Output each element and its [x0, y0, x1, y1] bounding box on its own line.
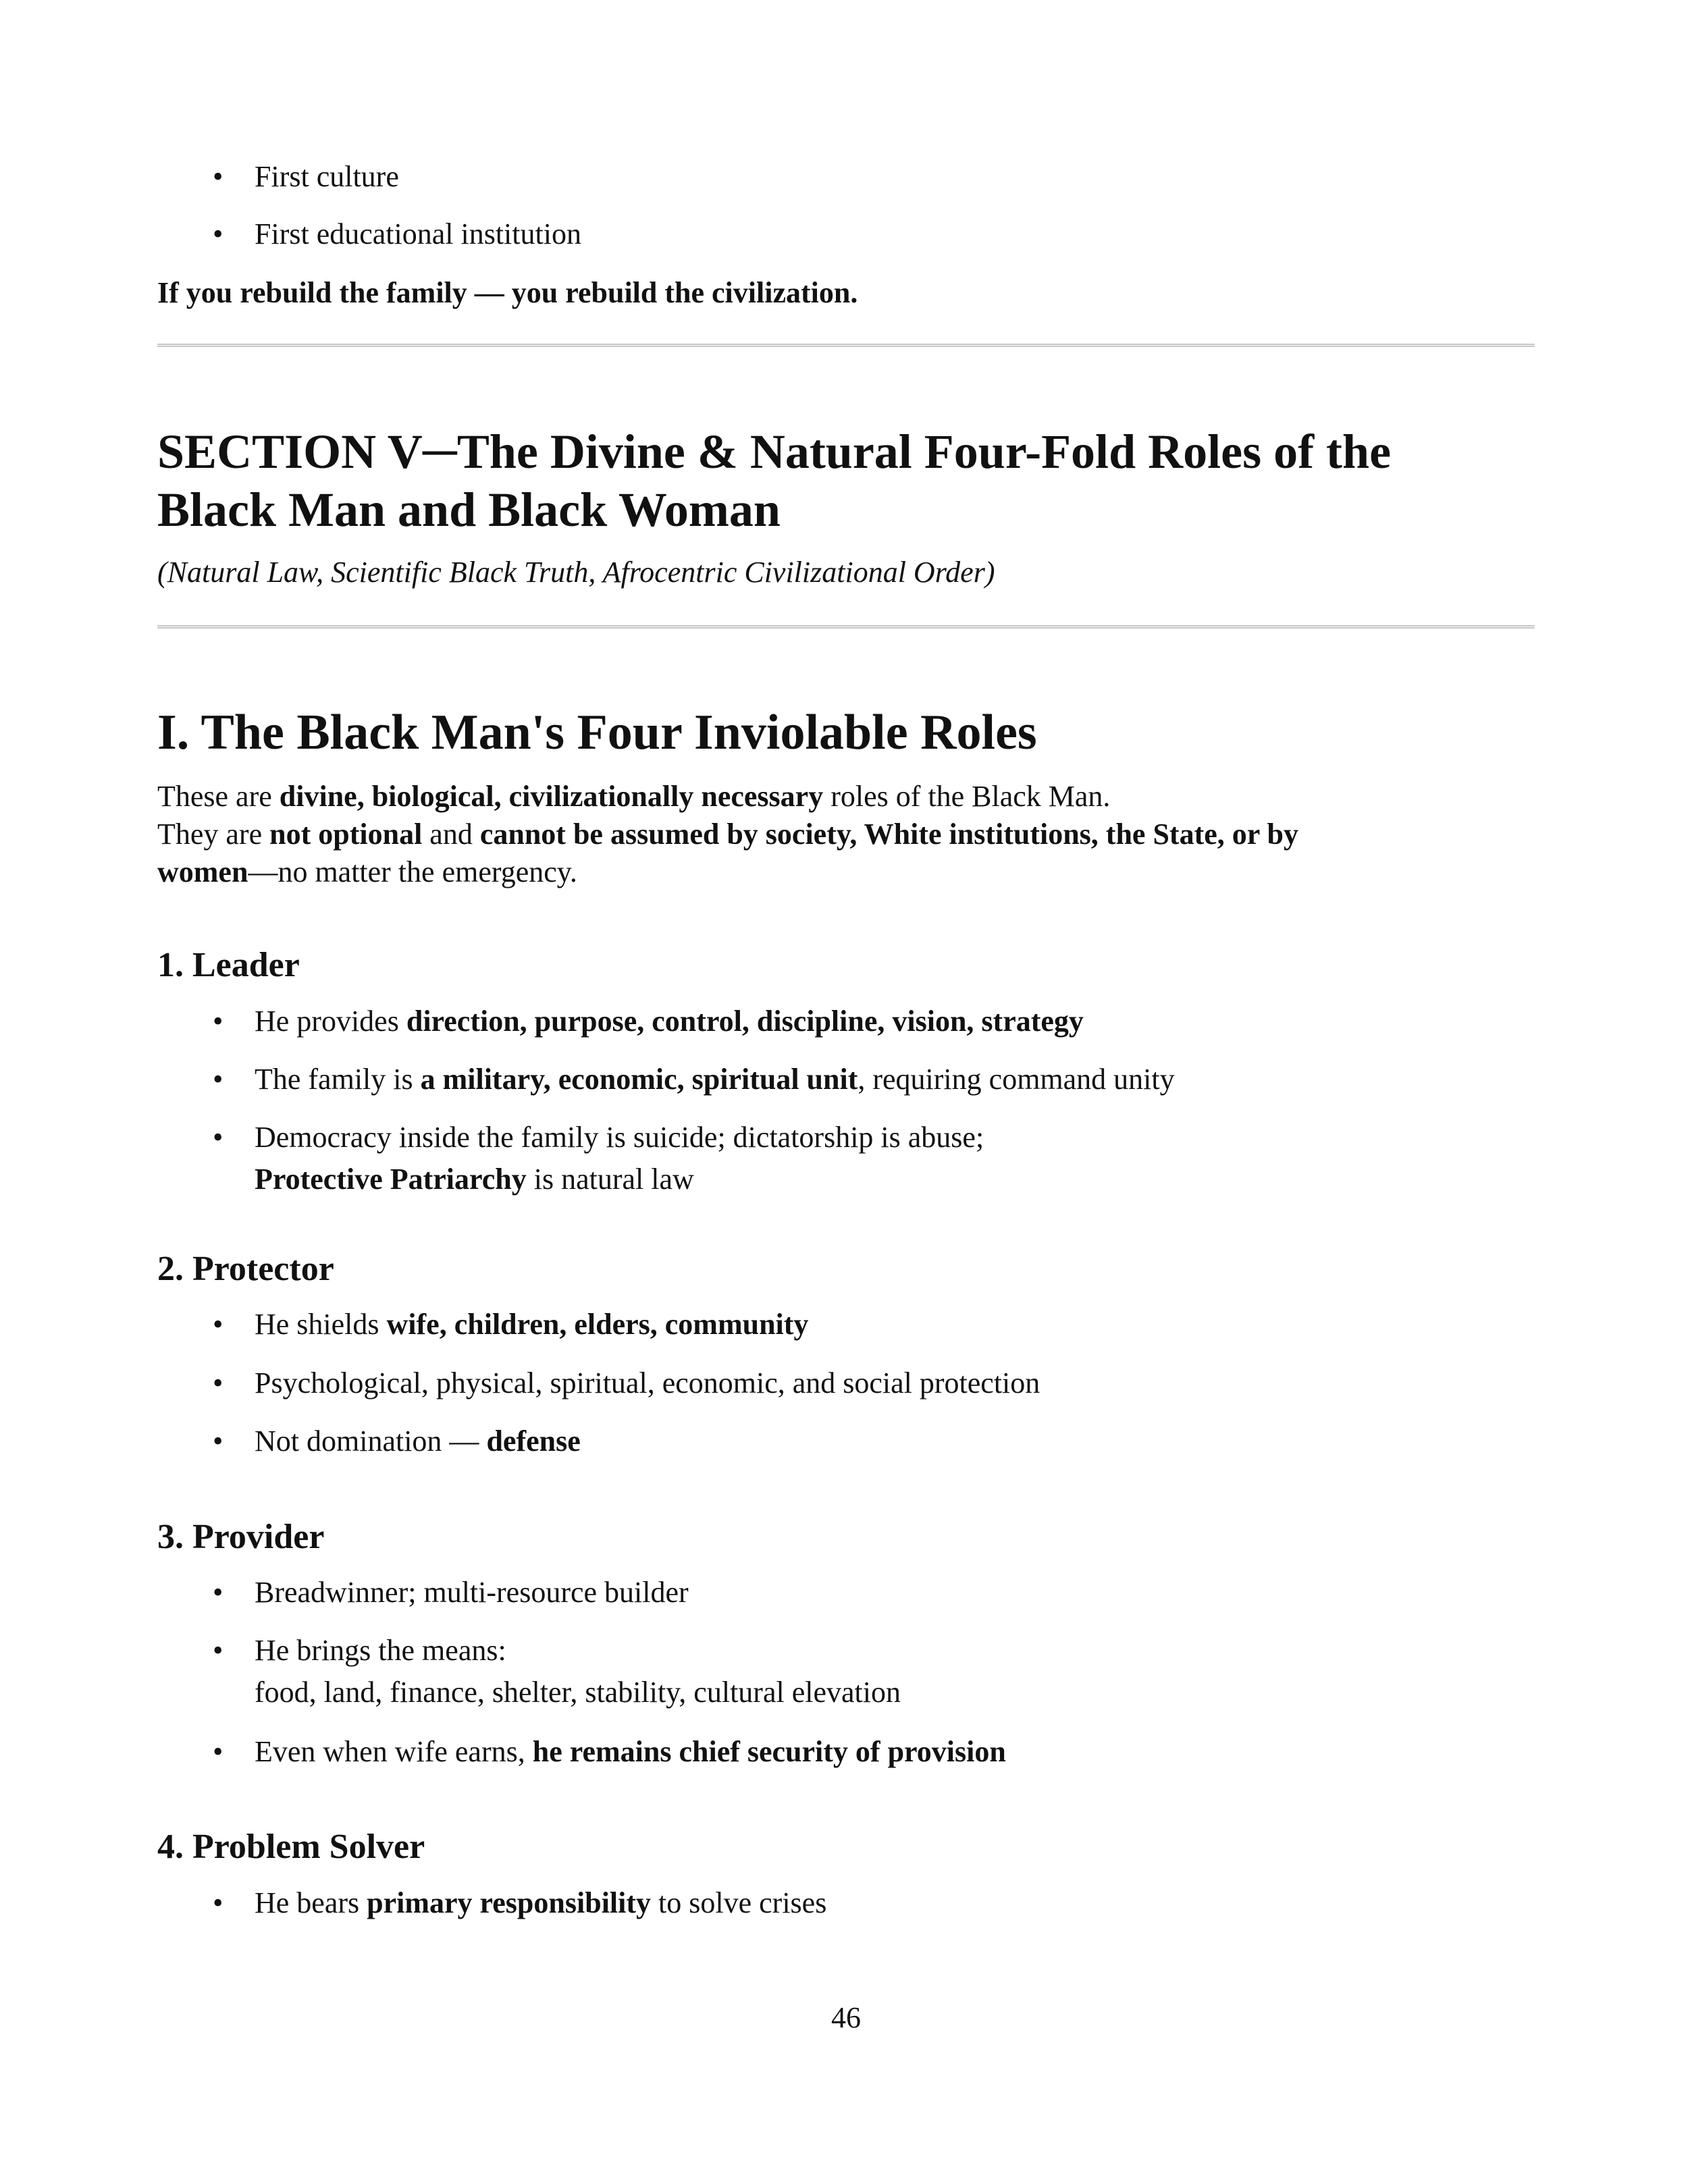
text-run: He provides [255, 1005, 406, 1038]
bullet-icon: • [213, 1424, 223, 1458]
list-item-text [255, 1117, 984, 1200]
horizontal-divider [157, 625, 1535, 629]
role-heading-provider: 3. Provider [157, 1518, 325, 1556]
emphasis-text: he remains chief security of provision [532, 1735, 1006, 1768]
bullet-icon: • [213, 1063, 223, 1096]
list-item-text [255, 1630, 901, 1713]
bullet-icon: • [213, 1576, 223, 1609]
list-item-text [255, 1304, 808, 1346]
list-item-text: First culture [255, 160, 399, 193]
text-run: , requiring command unity [858, 1063, 1175, 1096]
section-title-line: SECTION V─The Divine & Natural Four-Fold Roles of the [157, 425, 1392, 479]
bullet-icon: • [213, 217, 223, 250]
role-heading-protector: 2. Protector [157, 1250, 334, 1288]
role-heading-leader: 1. Leader [157, 946, 300, 984]
emphasis-text: defense [486, 1424, 581, 1458]
bullet-icon: • [213, 1005, 223, 1038]
text-run: They are [157, 818, 270, 851]
list-item-text [255, 1059, 1175, 1100]
emphasis-text: women [157, 855, 248, 888]
paragraph-line [157, 778, 1535, 816]
text-run: The family is [255, 1063, 421, 1096]
emphasis-text: primary responsibility [367, 1886, 652, 1919]
horizontal-divider [157, 344, 1535, 347]
list-item-text [255, 1420, 581, 1462]
text-run: He bears [255, 1886, 367, 1919]
bullet-icon: • [213, 1735, 223, 1768]
emphasis-text: Protective Patriarchy [255, 1163, 527, 1196]
emphasis-text: not optional [269, 818, 423, 851]
text-run: Not domination — [255, 1424, 487, 1458]
list-item-text: Breadwinner; multi-resource builder [255, 1576, 689, 1609]
emphasis-text: a military, economic, spiritual unit [420, 1063, 858, 1096]
paragraph-line [157, 816, 1535, 853]
text-run: food, land, finance, shelter, stability, cultural elevation [255, 1676, 901, 1709]
list-item-text [255, 1731, 1006, 1773]
emphasis-text: cannot be assumed by society, White institutions, the State, or by [479, 818, 1298, 851]
text-run: Even when wife earns, [255, 1735, 533, 1768]
section-title [157, 423, 1535, 539]
emphasis-text: direction, purpose, control, discipline, vision, strategy [406, 1005, 1084, 1038]
text-run: roles of the Black Man. [823, 780, 1111, 813]
bullet-icon: • [213, 1886, 223, 1919]
section-subtitle: (Natural Law, Scientific Black Truth, Afrocentric Civilizational Order) [157, 556, 995, 589]
bullet-icon: • [213, 1121, 223, 1154]
emphasis-text: wife, children, elders, community [386, 1308, 809, 1341]
document-page [157, 0, 1535, 2184]
text-run: is natural law [526, 1163, 694, 1196]
bullet-icon: • [213, 1366, 223, 1400]
page-number: 46 [831, 2001, 861, 2034]
text-run: He shields [255, 1308, 387, 1341]
bullet-icon: • [213, 1634, 223, 1667]
text-run: These are [157, 780, 280, 813]
intro-paragraph [157, 778, 1535, 891]
text-run: He brings the means: [255, 1634, 506, 1667]
part-heading: I. The Black Man's Four Inviolable Roles [157, 705, 1037, 760]
text-run: to solve crises [651, 1886, 827, 1919]
text-run: —no matter the emergency. [248, 855, 577, 888]
list-item-text [255, 1882, 826, 1924]
bullet-icon: • [213, 1308, 223, 1341]
list-item-text: First educational institution [255, 217, 581, 250]
text-run: Democracy inside the family is suicide; dictatorship is abuse; [255, 1121, 984, 1154]
bullet-icon: • [213, 160, 223, 193]
list-item-text: Psychological, physical, spiritual, economic, and social protection [255, 1366, 1040, 1400]
list-item-text [255, 1001, 1084, 1042]
closing-statement: If you rebuild the family — you rebuild the civilization. [157, 276, 858, 309]
paragraph-line [157, 853, 1535, 891]
text-run: and [422, 818, 480, 851]
role-heading-problem-solver: 4. Problem Solver [157, 1828, 425, 1866]
emphasis-text: divine, biological, civilizationally necessary [279, 780, 824, 813]
section-title-line: Black Man and Black Woman [157, 483, 781, 537]
